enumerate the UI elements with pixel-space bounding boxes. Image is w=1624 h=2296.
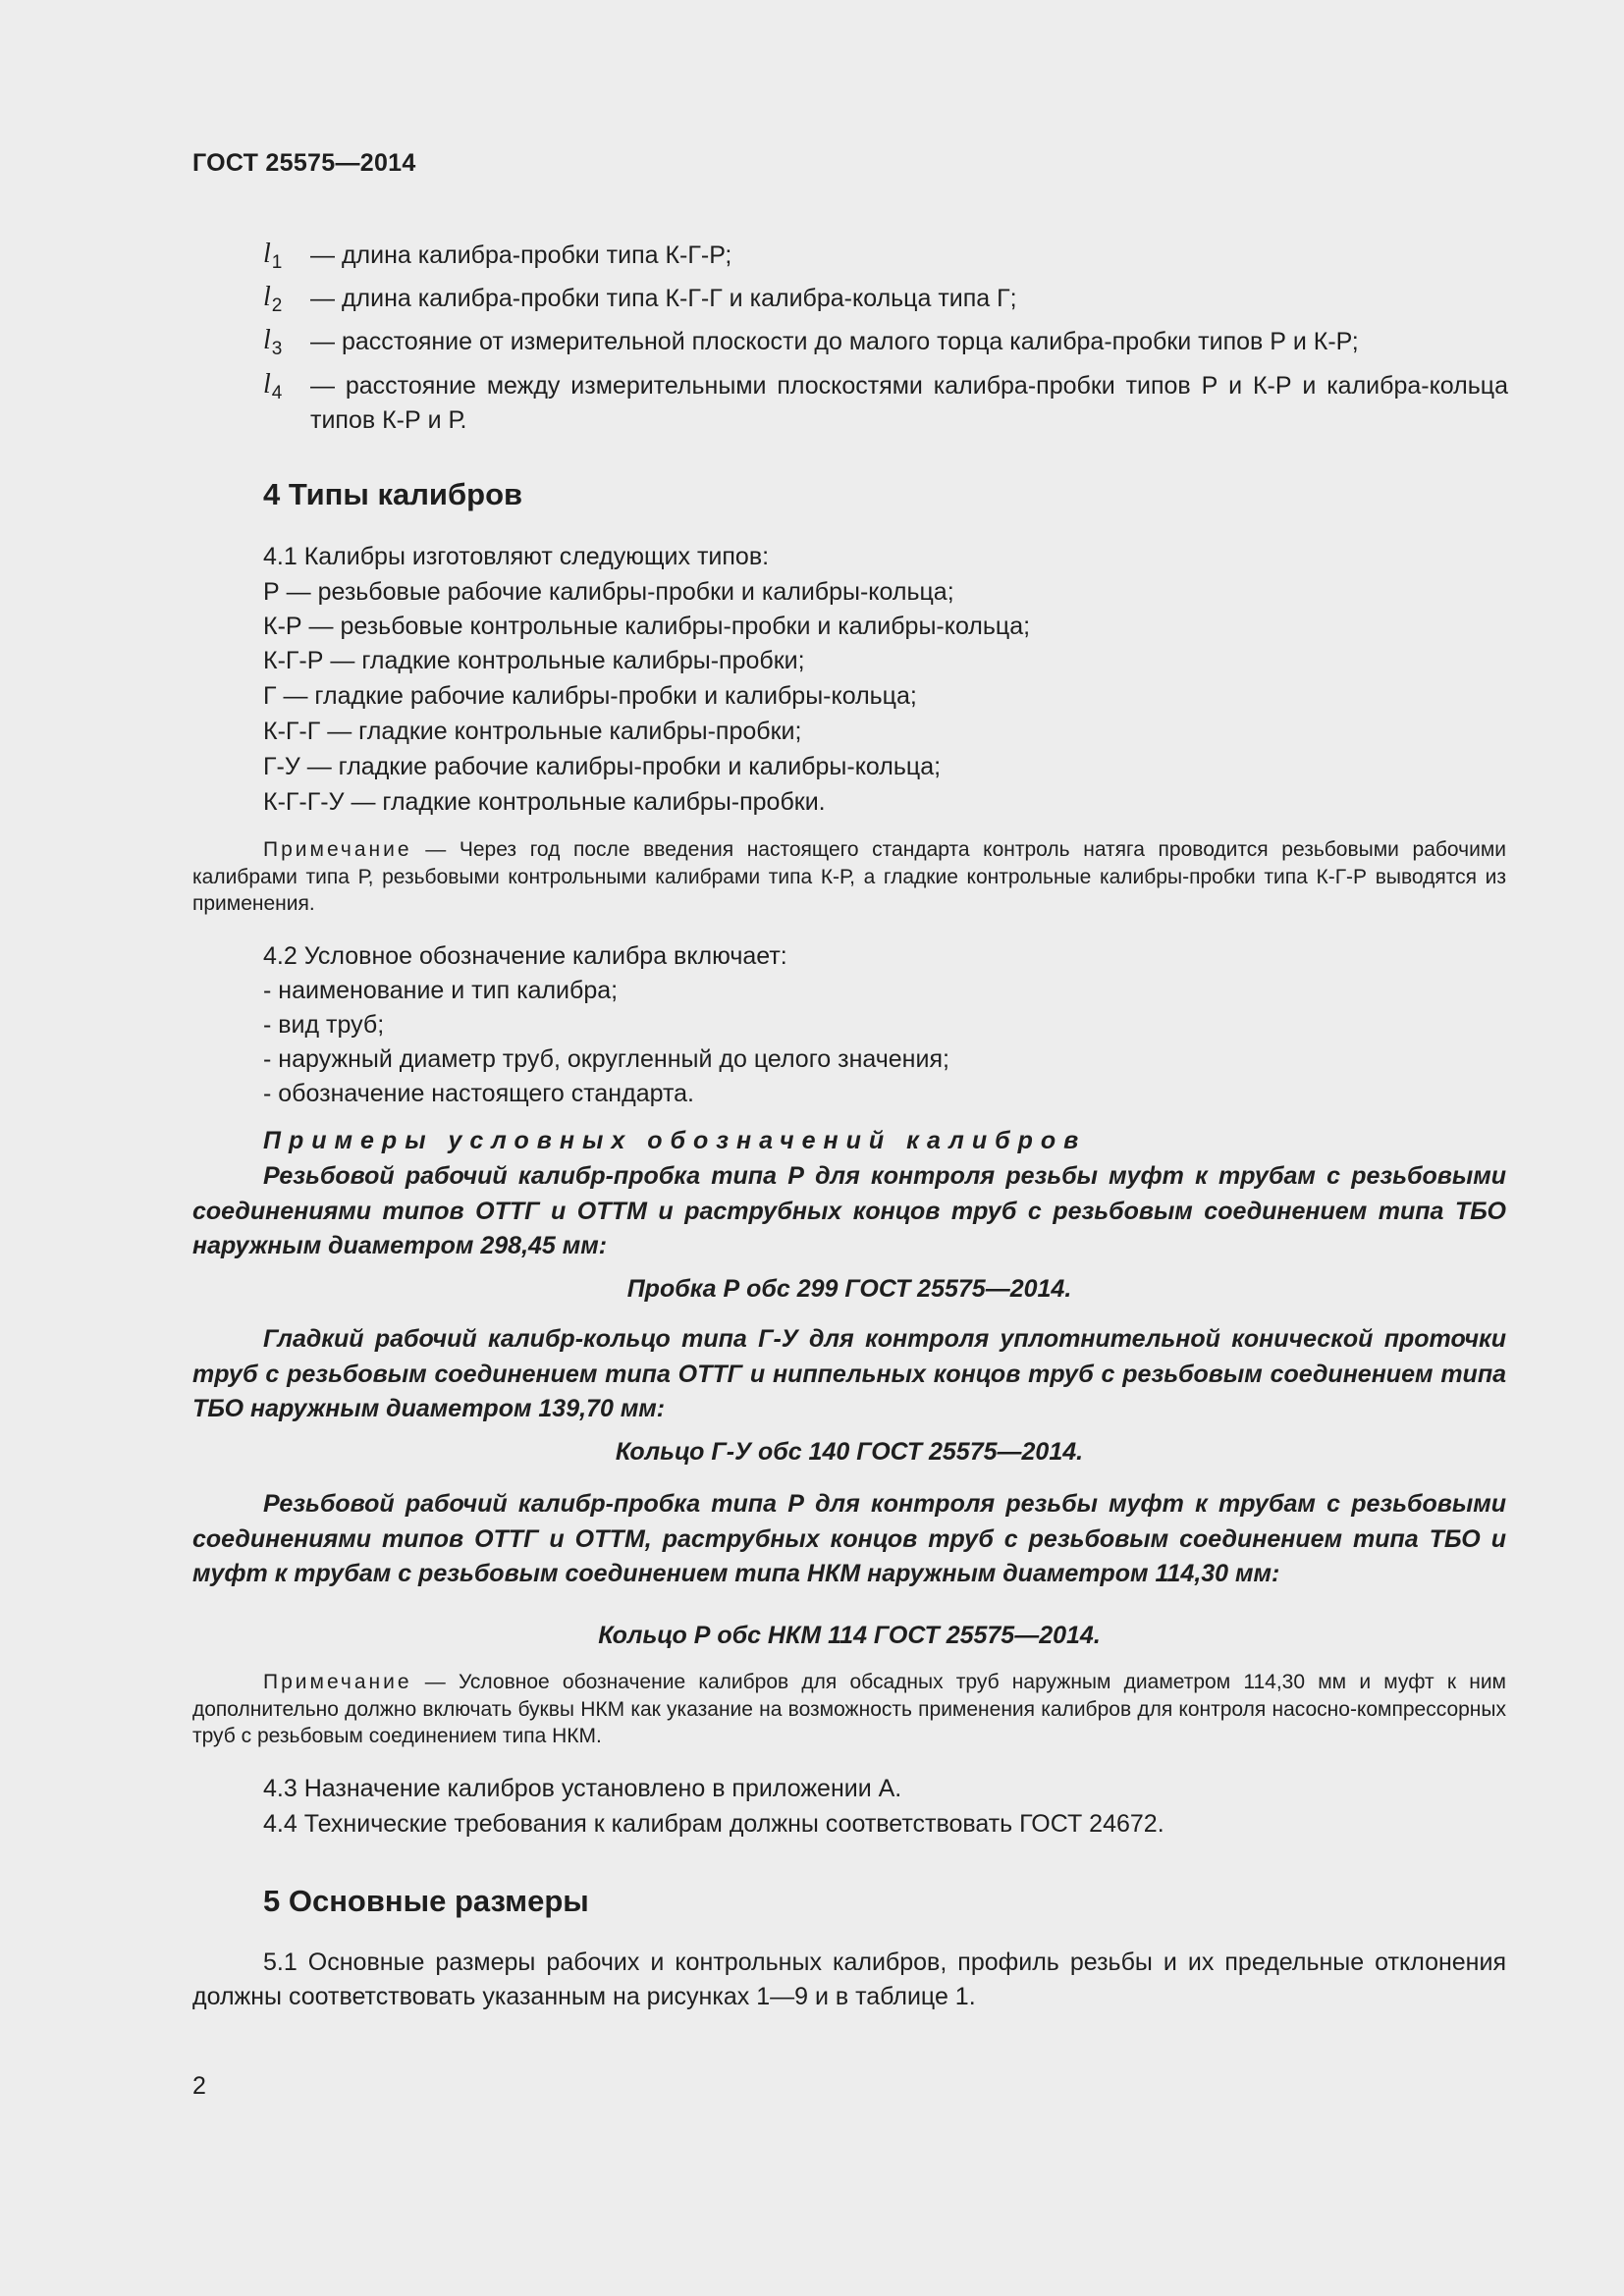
list-item: К-Г-Р — гладкие контрольные калибры-пробки;	[263, 647, 805, 674]
section-heading: 4 Типы калибров	[263, 477, 523, 511]
example-code: Кольцо Р обс НКМ 114 ГОСТ 25575—2014.	[598, 1622, 1101, 1649]
list-item: - наружный диаметр труб, округленный до целого значения;	[263, 1045, 949, 1073]
example-text: Резьбовой рабочий калибр-пробка типа Р для контроля резьбы муфт к трубам с резьбовыми соединениями типов ОТТГ и ОТТМ, раструбных концов труб с резьбовым соединением типа ТБО и муфт к трубам с резьбовым соединением типа НКМ наружным диаметром 114,30 мм:	[192, 1490, 1506, 1587]
document-header: ГОСТ 25575—2014	[192, 149, 416, 177]
list-item: К-Г-Г-У — гладкие контрольные калибры-пробки.	[263, 788, 826, 816]
list-item: - вид труб;	[263, 1011, 385, 1039]
symbol: $l_2$	[263, 282, 283, 316]
page-number: 2	[192, 2072, 206, 2100]
note: Примечание — Через год после введения настоящего стандарта контроль натяга проводится резьбовыми рабочими калибрами типа Р, резьбовыми контрольными калибрами типа К-Р, а гладкие контрольные калибры-пробки типа К-Г-Р выводятся из применения.	[192, 838, 1506, 915]
symbol-text: — расстояние между измерительными плоскостями калибра-пробки типов Р и К-Р и калибра-кольца типов К-Р и Р.	[310, 372, 1508, 434]
paragraph: 4.2 Условное обозначение калибра включает:	[263, 942, 787, 970]
symbol: $l_4$	[263, 369, 283, 403]
symbol-text: — длина калибра-пробки типа К-Г-Р;	[310, 241, 732, 269]
examples-title: Примеры условных обозначений калибров	[263, 1127, 1087, 1154]
symbol-text: — расстояние от измерительной плоскости до малого торца калибра-пробки типов Р и К-Р;	[310, 328, 1359, 355]
paragraph: 4.1 Калибры изготовляют следующих типов:	[263, 543, 770, 570]
paragraph: 4.3 Назначение калибров установлено в приложении А.	[263, 1775, 902, 1802]
list-item: Г — гладкие рабочие калибры-пробки и калибры-кольца;	[263, 682, 917, 710]
symbol: $l_3$	[263, 325, 283, 359]
example-text: Гладкий рабочий калибр-кольцо типа Г-У для контроля уплотнительной конической проточки труб с резьбовым соединением типа ОТТГ и ниппельных концов труб с резьбовым соединением типа ТБО наружным диаметром 139,70 мм:	[192, 1325, 1506, 1422]
example-code: Кольцо Г-У обс 140 ГОСТ 25575—2014.	[615, 1438, 1084, 1466]
list-item: - обозначение настоящего стандарта.	[263, 1080, 694, 1107]
example-code: Пробка Р обс 299 ГОСТ 25575—2014.	[626, 1275, 1072, 1303]
paragraph: 5.1 Основные размеры рабочих и контрольных калибров, профиль резьбы и их предельные отклонения должны соответствовать указанным на рисунках 1—9 и в таблице 1.	[192, 1949, 1506, 2010]
symbol: $l_1$	[263, 239, 283, 273]
symbol-text: — длина калибра-пробки типа К-Г-Г и калибра-кольца типа Г;	[310, 285, 1017, 312]
note: Примечание — Условное обозначение калибров для обсадных труб наружным диаметром 114,30 мм и муфт к ним дополнительно должно включать буквы НКМ как указание на возможность применения калибров для контроля насосно-компрессорных труб с резьбовым соединением типа НКМ.	[192, 1671, 1506, 1747]
list-item: Р — резьбовые рабочие калибры-пробки и калибры-кольца;	[263, 578, 954, 606]
list-item: К-Г-Г — гладкие контрольные калибры-пробки;	[263, 718, 802, 745]
list-item: К-Р — резьбовые контрольные калибры-пробки и калибры-кольца;	[263, 613, 1031, 640]
list-item: - наименование и тип калибра;	[263, 977, 619, 1004]
note-label: Примечание	[263, 838, 412, 861]
section-heading: 5 Основные размеры	[263, 1884, 589, 1918]
example-text: Резьбовой рабочий калибр-пробка типа Р для контроля резьбы муфт к трубам с резьбовыми соединениями типов ОТТГ и ОТТМ и раструбных концов труб с резьбовым соединением типа ТБО наружным диаметром 298,45 мм:	[192, 1162, 1506, 1259]
paragraph: 4.4 Технические требования к калибрам должны соответствовать ГОСТ 24672.	[263, 1810, 1164, 1838]
note-label: Примечание	[263, 1671, 412, 1693]
list-item: Г-У — гладкие рабочие калибры-пробки и калибры-кольца;	[263, 753, 942, 780]
